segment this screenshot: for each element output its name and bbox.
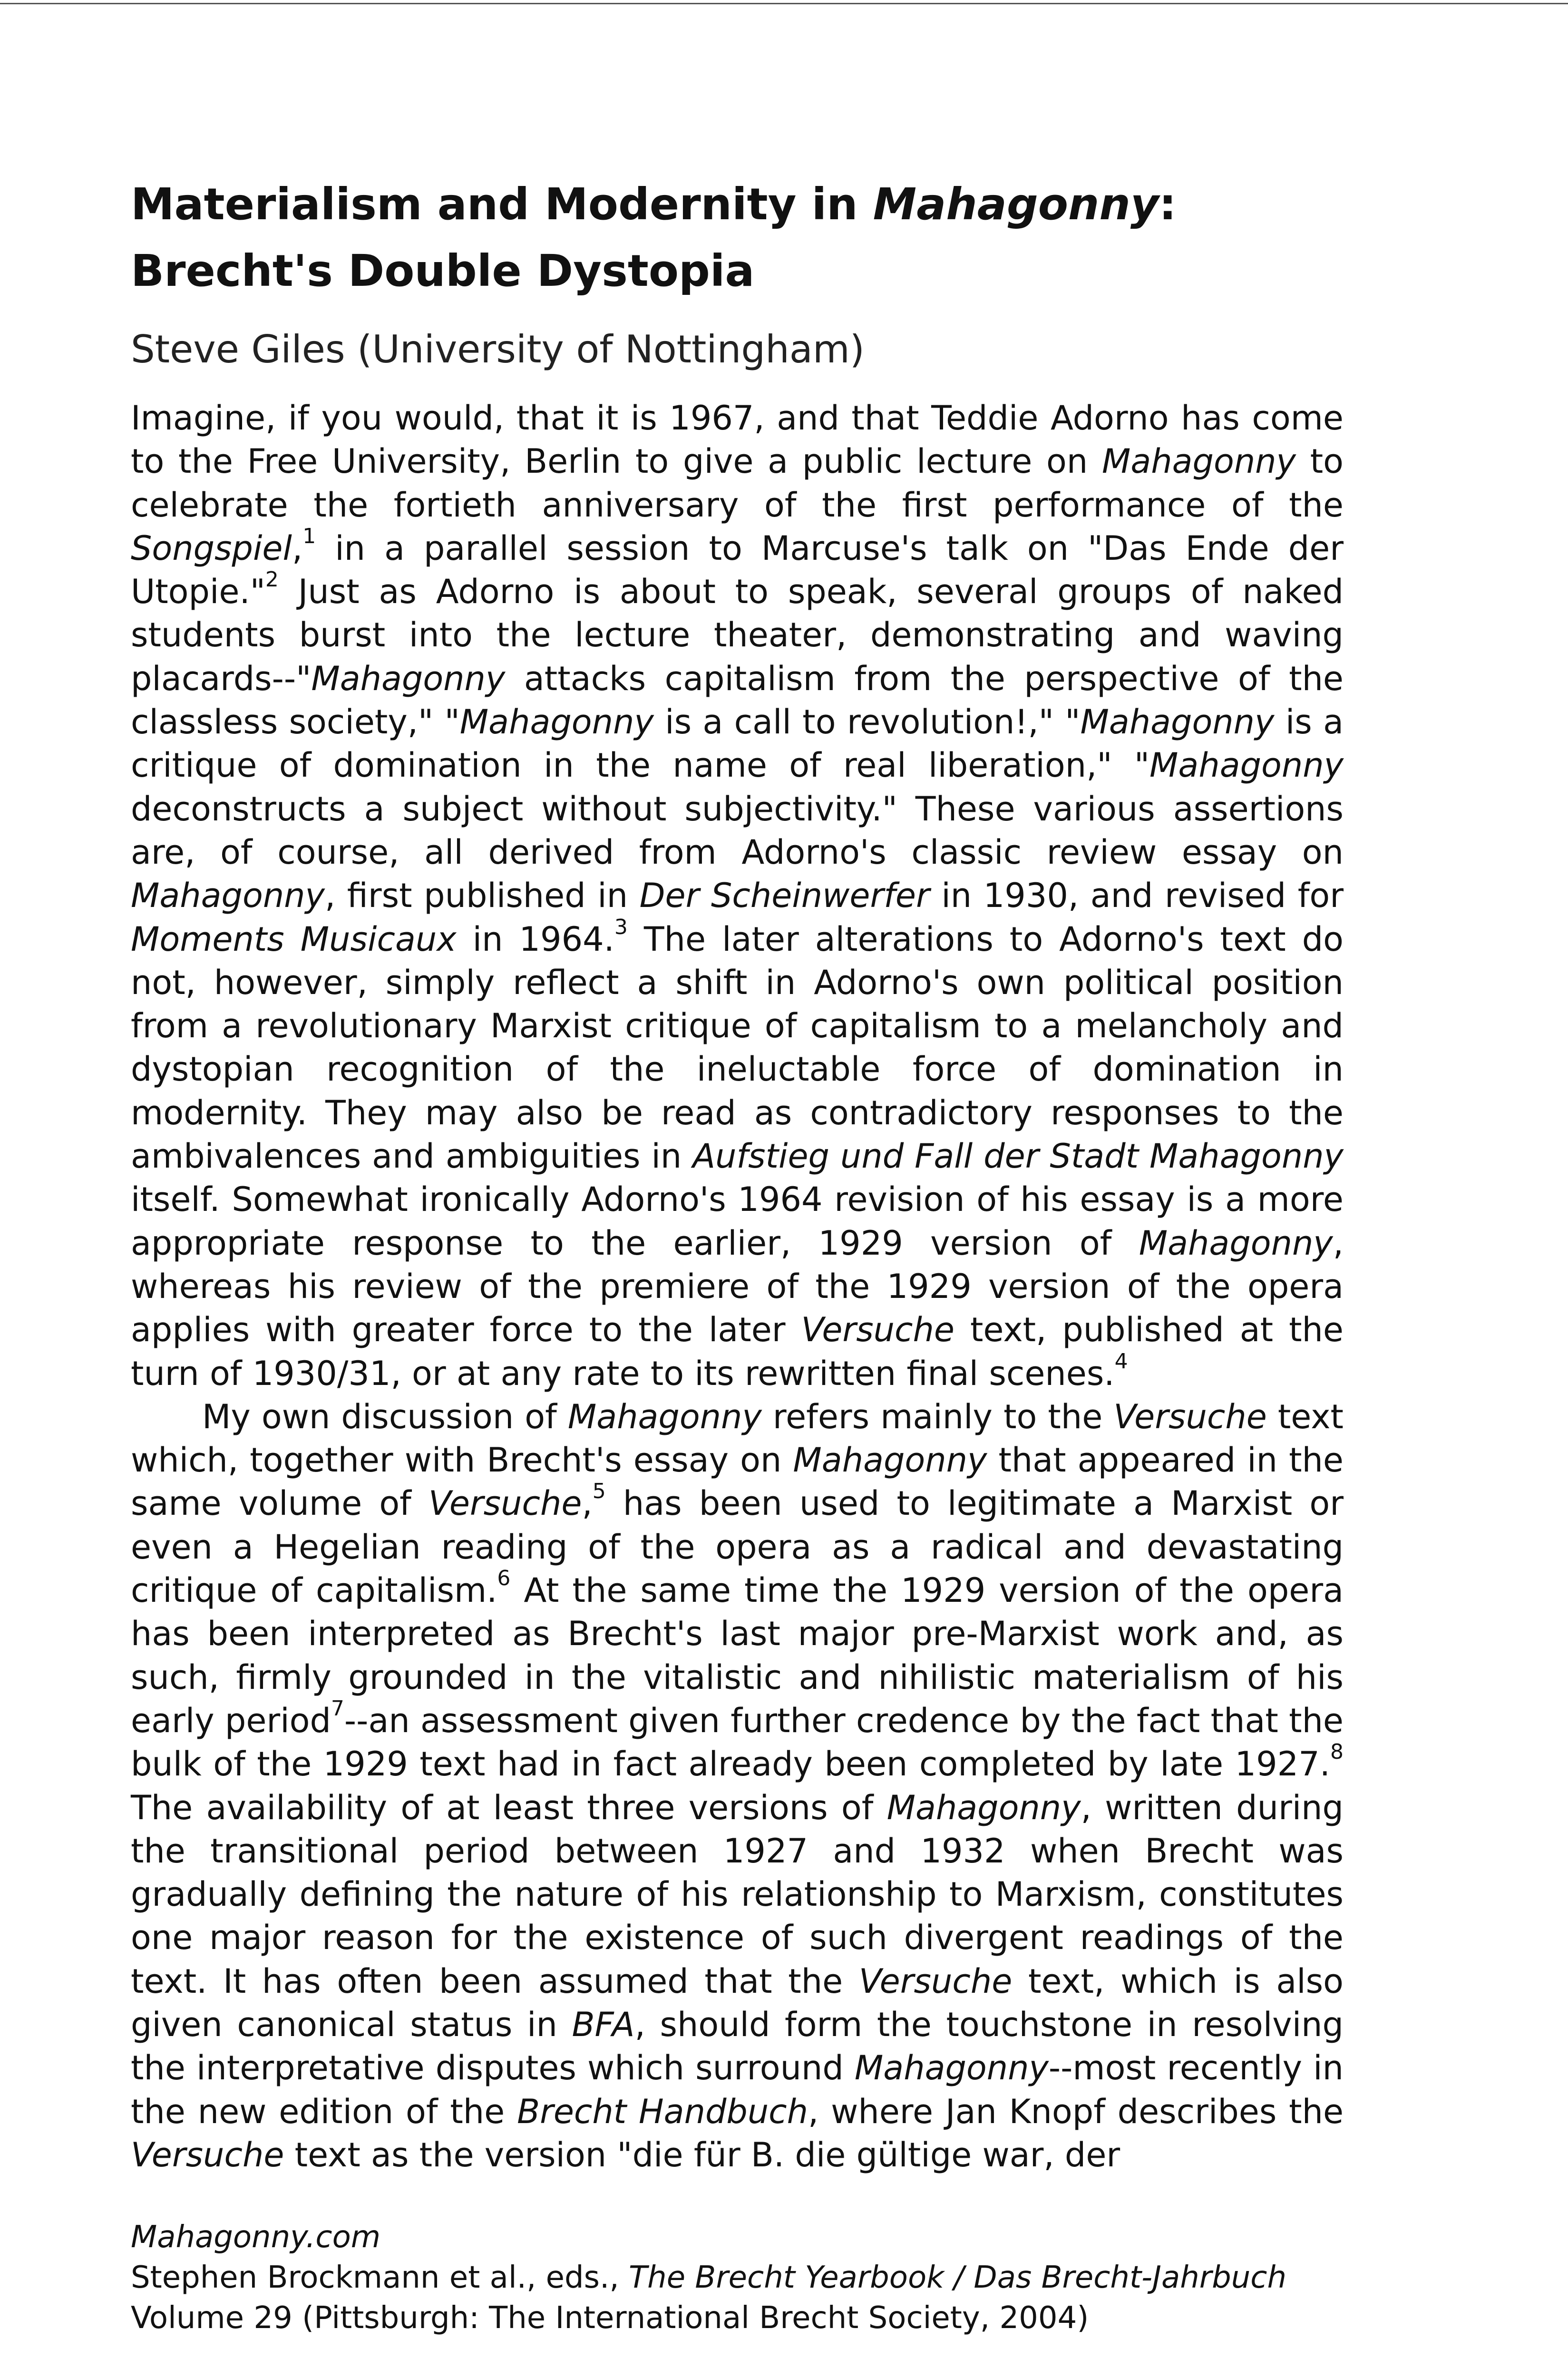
p1-text: The later alterations to Adorno's text do not, however, simply reflect a shift in Adorno's own political position from a revolutionary Marxist critique of capitalism to a melancholy and dystopian recognition of the ineluctable force of domination in modernity. They may also be read as contradictory responses to the ambivalences and ambiguities in [131, 919, 1344, 1176]
p2-italic: Versuche [131, 2135, 284, 2174]
footnote-ref-6: 6 [497, 1566, 511, 1590]
footnote-ref-4: 4 [1114, 1349, 1128, 1374]
p2-italic: BFA [572, 2005, 635, 2044]
p1-text: , whereas his review of the premiere of the 1929 version of the opera applies with greater force to the later [131, 1223, 1344, 1350]
p1-text: itself. Somewhat ironically Adorno's 1964 revision of his essay is a more appropriate response to the earlier, 1929 version of [131, 1180, 1344, 1263]
p1-text: in a parallel session to Marcuse's talk on "Das Ende der Utopie." [131, 528, 1344, 612]
p1-italic: Mahagonny [1139, 1223, 1333, 1263]
p2-text: text as the version "die für B. die gültige war, der [284, 2135, 1120, 2174]
p2-text: My own discussion of [202, 1397, 568, 1436]
p1-text: deconstructs a subject without subjectivity." These various assertions are, of course, all derived from Adorno's classic review essay on [131, 789, 1344, 872]
title-italic-mahagonny: Mahagonny [873, 179, 1159, 230]
p1-text: , [292, 528, 303, 568]
footnote-ref-1: 1 [302, 524, 316, 548]
top-edge-rule [0, 3, 1568, 4]
p1-text: attacks capitalism from the perspective of the classless society," " [131, 659, 1344, 742]
author-affiliation: Steve Giles (University of Nottingham) [131, 327, 865, 371]
paragraph-2 [131, 1395, 1344, 2177]
p2-text: text which, together with Brecht's essay on [131, 1397, 1344, 1480]
footer-volume: Volume 29 (Pittsburgh: The International Brecht Society, 2004) [131, 2300, 1089, 2336]
p1-text: , first published in [324, 876, 640, 916]
article-title [131, 171, 1344, 304]
p2-italic: Brecht Handbuch [517, 2092, 808, 2131]
footer-site [131, 2217, 1344, 2258]
p2-text: that appeared in the same volume of [131, 1441, 1344, 1523]
p1-italic: Aufstieg und Fall der Stadt Mahagonny [692, 1137, 1344, 1176]
p2-italic: Mahagonny [567, 1397, 762, 1436]
title-text-start: Materialism and Modernity in [131, 179, 873, 230]
p1-text: is a call to revolution!," " [653, 702, 1081, 742]
p2-text: refers mainly to the [761, 1397, 1114, 1436]
footer-citation-title: The Brecht Yearbook / Das Brecht-Jahrbuch [629, 2260, 1287, 2296]
p2-text: --most recently in the new edition of the [131, 2048, 1344, 2131]
p2-text: The availability of at least three versions of [131, 1788, 887, 1827]
p2-text: --an assessment given further credence by the fact that the bulk of the 1929 text had in fact already been completed by late 1927. [131, 1701, 1344, 1784]
p1-italic: Mahagonny [1080, 702, 1275, 742]
p1-italic: Mahagonny [131, 876, 325, 916]
p1-italic: Mahagonny [311, 659, 506, 698]
footer-site-text: Mahagonny.com [131, 2220, 381, 2255]
p1-italic: Songspiel [131, 528, 292, 568]
p2-text: , where Jan Knopf describes the [808, 2092, 1344, 2131]
footnote-ref-3: 3 [614, 915, 628, 939]
footnote-ref-8: 8 [1330, 1740, 1344, 1764]
p2-text: , should form the touchstone in resolving the interpretative disputes which surround [131, 2005, 1344, 2088]
p2-text: , written during the transitional period between 1927 and 1932 when Brecht was gradually defining the nature of his relationship to Marxism, constitutes one major reason for the existence of such divergent readings of the text. It has often been assumed that the [131, 1788, 1344, 2001]
p2-italic: Versuche [429, 1484, 582, 1523]
p2-italic: Versuche [1113, 1397, 1267, 1436]
footer-citation-editors: Stephen Brockmann et al., eds., [131, 2260, 629, 2296]
footer-citation [131, 2258, 1344, 2298]
article-page [131, 171, 1344, 2339]
p1-text: in 1964. [456, 919, 614, 959]
article-body [131, 397, 1344, 2177]
p1-text: text, published at the turn of 1930/31, or at any rate to its rewritten final scenes. [131, 1310, 1344, 1393]
p1-italic: Der Scheinwerfer [639, 876, 930, 916]
paragraph-1 [131, 397, 1344, 1395]
p2-italic: Mahagonny [854, 2048, 1049, 2088]
p2-italic: Mahagonny [886, 1788, 1081, 1827]
p1-italic: Mahagonny [459, 702, 654, 742]
footnote-ref-2: 2 [265, 567, 279, 592]
footnote-ref-7: 7 [331, 1696, 344, 1721]
citation-footer [131, 2217, 1344, 2339]
p1-italic: Moments Musicaux [131, 919, 457, 959]
title-text-end: : Brecht's Double Dystopia [131, 179, 1177, 296]
p1-italic: Mahagonny [1149, 746, 1344, 785]
p1-text: is a critique of domination in the name of real liberation," " [131, 702, 1344, 785]
p2-text: At the same time the 1929 version of the opera has been interpreted as Brecht's last major pre-Marxist work and, as such, firmly grounded in the vitalistic and nihilistic materialism of his early period [131, 1571, 1344, 1740]
p2-text: , [582, 1484, 593, 1523]
p2-text: has been used to legitimate a Marxist or even a Hegelian reading of the opera as a radical and devastating critique of capitalism. [131, 1484, 1344, 1610]
p2-italic: Versuche [858, 1961, 1013, 2001]
p1-text: Just as Adorno is about to speak, several groups of naked students burst into the lecture theater, demonstrating and waving placards--" [131, 572, 1344, 698]
p1-text: in 1930, and revised for [929, 876, 1344, 916]
footnote-ref-5: 5 [592, 1479, 606, 1504]
p2-italic: Mahagonny [793, 1441, 987, 1480]
p1-italic: Mahagonny [1102, 442, 1296, 481]
p1-italic: Versuche [801, 1310, 954, 1350]
p1-text: Imagine, if you would, that it is 1967, and that Teddie Adorno has come to the Free University, Berlin to give a public lecture on [131, 399, 1344, 481]
p2-text: text, which is also given canonical status in [131, 1961, 1344, 2044]
p1-text: to celebrate the fortieth anniversary of the first performance of the [131, 442, 1344, 525]
